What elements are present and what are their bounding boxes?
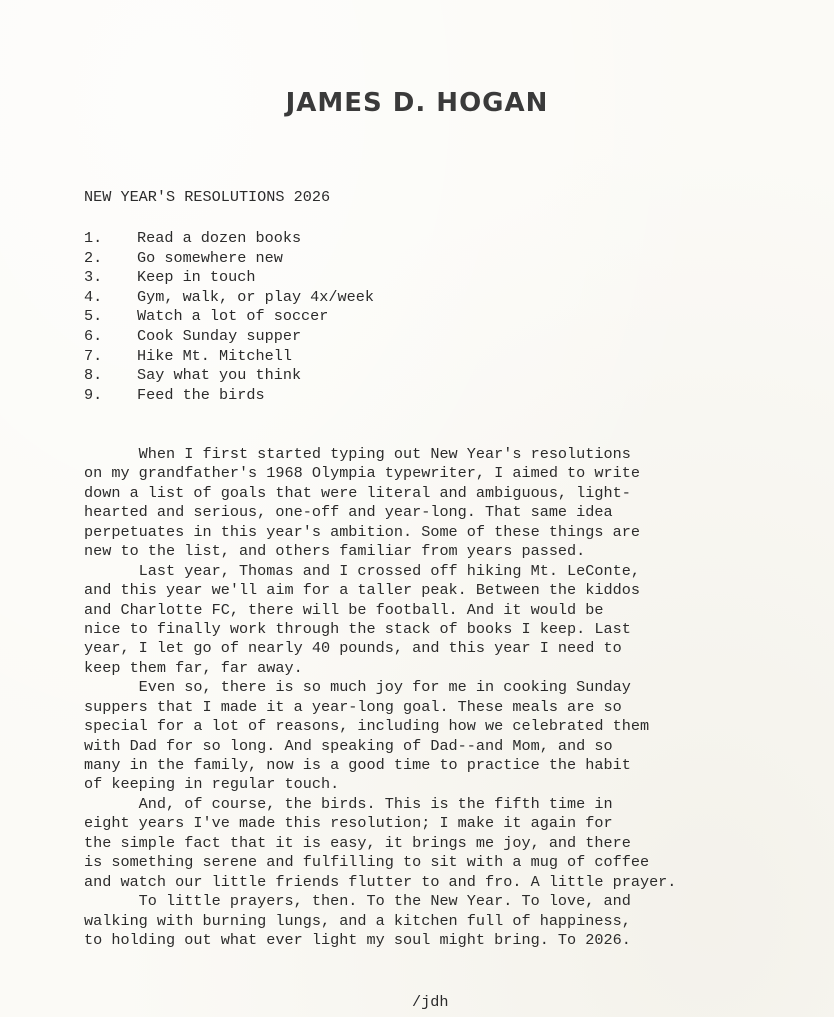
resolution-text: Cook Sunday supper [137,326,302,345]
body-line: And, of course, the birds. This is the fifth time in [84,794,613,813]
resolution-number: 8. [84,366,103,385]
body-line: and Charlotte FC, there will be football. And it would be [84,600,604,619]
body-line: to holding out what ever light my soul might bring. To 2026. [84,930,631,949]
body-line: on my grandfather's 1968 Olympia typewriter, I aimed to write [84,464,640,483]
resolution-number: 6. [84,326,103,345]
resolution-item [84,249,374,269]
body-line: perpetuates in this year's ambition. Some of these things are [84,522,640,541]
body-line: and watch our little friends flutter to and fro. A little prayer. [84,872,677,891]
body-line: hearted and serious, one-off and year-long. That same idea [84,503,613,522]
body-line: with Dad for so long. And speaking of Dad--and Mom, and so [84,736,613,755]
author-name-heading: JAMES D. HOGAN [285,88,549,118]
letter-body [84,445,784,950]
body-line: walking with burning lungs, and a kitchen full of happiness, [84,911,631,930]
resolution-text: Gym, walk, or play 4x/week [137,287,374,306]
body-line: Last year, Thomas and I crossed off hiking Mt. LeConte, [84,561,640,580]
resolution-item [84,366,374,386]
resolution-number: 1. [84,229,103,247]
resolution-item [84,327,374,347]
resolution-text: Watch a lot of soccer [137,307,329,326]
resolution-item [84,386,374,406]
body-line: Even so, there is so much joy for me in cooking Sunday [84,678,631,697]
resolution-item [84,307,374,327]
resolution-text: Hike Mt. Mitchell [137,346,292,365]
body-line: of keeping in regular touch. [84,775,340,794]
body-line: When I first started typing out New Year's resolutions [84,445,631,463]
resolution-text: Say what you think [137,366,302,385]
body-line: is something serene and fulfilling to sit with a mug of coffee [84,853,650,872]
resolutions-list [84,229,374,405]
resolution-number: 2. [84,248,103,267]
resolution-item [84,229,374,249]
resolution-number: 3. [84,268,103,287]
body-line: many in the family, now is a good time to practice the habit [84,756,631,774]
resolution-number: 9. [84,385,103,404]
resolution-item [84,268,374,288]
resolution-text: Go somewhere new [137,248,283,267]
body-line: the simple fact that it is easy, it brings me joy, and there [84,833,631,852]
body-line: down a list of goals that were literal and ambiguous, light- [84,483,631,502]
document-title: NEW YEAR'S RESOLUTIONS 2026 [84,188,331,206]
body-line: To little prayers, then. To the New Year. To love, and [84,892,631,911]
body-line: special for a lot of reasons, including how we celebrated them [84,717,650,736]
body-line: keep them far, far away. [84,658,303,677]
resolution-item [84,347,374,367]
body-line: new to the list, and others familiar from years passed. [84,542,586,561]
body-line: and this year we'll aim for a taller peak. Between the kiddos [84,581,640,600]
resolution-text: Read a dozen books [137,229,302,247]
resolution-number: 4. [84,287,103,306]
signoff-initials: /jdh [412,993,449,1011]
resolution-number: 5. [84,307,103,326]
resolution-text: Keep in touch [137,268,256,287]
resolution-text: Feed the birds [137,385,265,404]
resolution-number: 7. [84,346,103,365]
body-line: suppers that I made it a year-long goal. These meals are so [84,697,622,716]
body-line: eight years I've made this resolution; I make it again for [84,814,613,833]
resolution-item [84,288,374,308]
body-line: year, I let go of nearly 40 pounds, and this year I need to [84,639,622,658]
body-line: nice to finally work through the stack of books I keep. Last [84,619,631,638]
